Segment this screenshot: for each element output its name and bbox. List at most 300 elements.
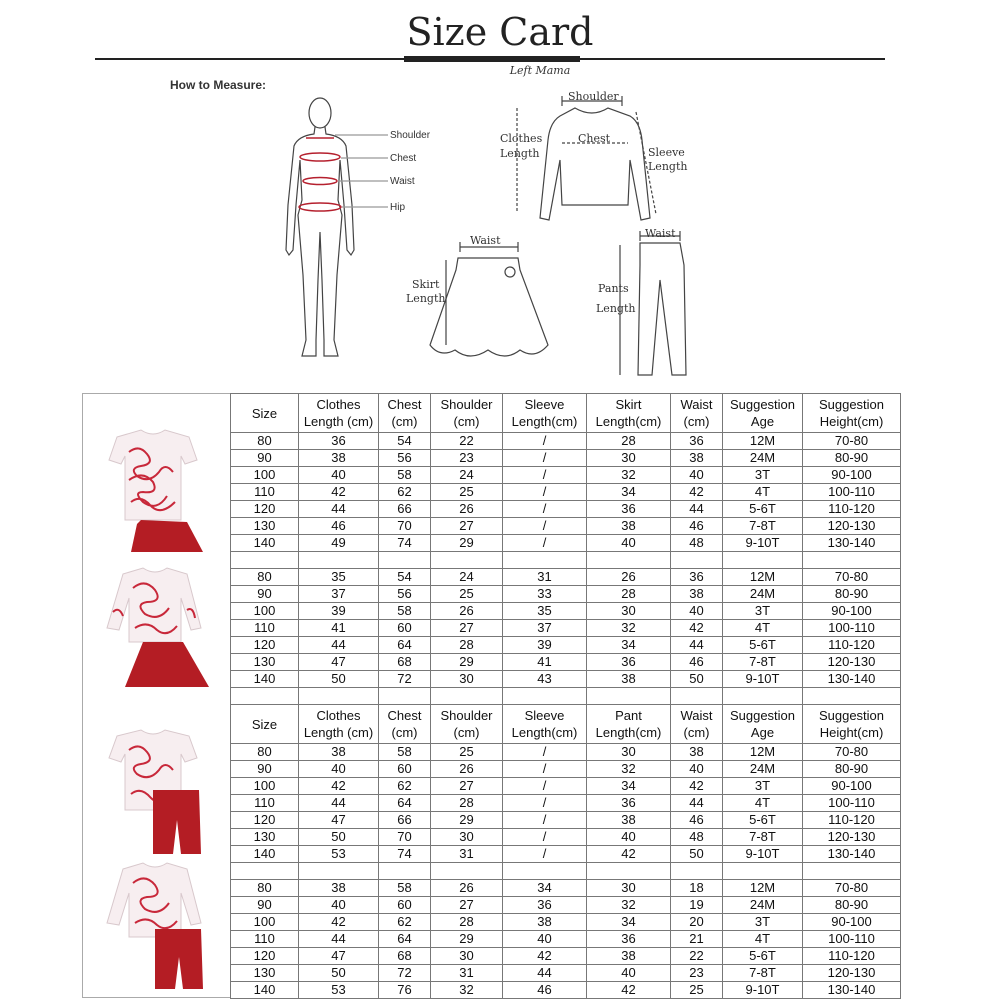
column-header xyxy=(587,705,671,744)
table-cell: 9-10T xyxy=(723,846,803,863)
empty-cell xyxy=(379,552,431,569)
table-cell: 35 xyxy=(503,603,587,620)
pants-length-label: Length xyxy=(596,302,636,315)
table-cell: 40 xyxy=(299,467,379,484)
skirt-length-label: Skirt xyxy=(412,278,440,291)
table-cell: 64 xyxy=(379,795,431,812)
table-cell: 27 xyxy=(431,518,503,535)
table-cell: 49 xyxy=(299,535,379,552)
table-cell: 110-120 xyxy=(803,812,901,829)
table-cell: 29 xyxy=(431,535,503,552)
table-cell: 38 xyxy=(671,450,723,467)
table-cell: / xyxy=(503,518,587,535)
empty-cell xyxy=(431,552,503,569)
table-row xyxy=(231,535,901,552)
table-cell: 3T xyxy=(723,467,803,484)
table-cell: 24M xyxy=(723,897,803,914)
table-cell: 27 xyxy=(431,778,503,795)
table-cell: 50 xyxy=(299,965,379,982)
column-header-text: Height(cm) xyxy=(819,414,884,429)
table-row xyxy=(231,620,901,637)
table-cell: 27 xyxy=(431,897,503,914)
table-cell: 120-130 xyxy=(803,654,901,671)
table-cell: 25 xyxy=(431,586,503,603)
table-cell: 30 xyxy=(587,880,671,897)
table-cell: 30 xyxy=(431,829,503,846)
table-cell: 12M xyxy=(723,433,803,450)
table-cell: 46 xyxy=(503,982,587,999)
table-cell: 38 xyxy=(587,671,671,688)
table-cell: 130 xyxy=(231,518,299,535)
table-cell: 68 xyxy=(379,654,431,671)
table-cell: 38 xyxy=(299,744,379,761)
table-cell: 26 xyxy=(587,569,671,586)
table-cell: 56 xyxy=(379,450,431,467)
empty-cell xyxy=(723,688,803,705)
table-cell: 90-100 xyxy=(803,603,901,620)
table-cell: 120 xyxy=(231,812,299,829)
table-cell: / xyxy=(503,846,587,863)
body-figure-icon xyxy=(286,98,354,356)
table-cell: 38 xyxy=(299,450,379,467)
shirt-length-label: Length xyxy=(500,147,540,160)
column-header xyxy=(379,394,431,433)
shirt-chest-label: Chest xyxy=(578,132,611,145)
table-row xyxy=(231,450,901,467)
table-cell: 34 xyxy=(587,914,671,931)
body-label: Chest xyxy=(390,153,417,164)
table-cell: 130 xyxy=(231,654,299,671)
empty-cell xyxy=(299,863,379,880)
table-cell: 26 xyxy=(431,603,503,620)
table-row xyxy=(231,586,901,603)
table-cell: 46 xyxy=(671,654,723,671)
table-cell: 27 xyxy=(431,620,503,637)
column-header-text: Height(cm) xyxy=(819,725,884,740)
table-cell: 3T xyxy=(723,778,803,795)
table-cell: 26 xyxy=(431,501,503,518)
column-header-text: Age xyxy=(750,725,775,740)
empty-cell xyxy=(231,688,299,705)
table-cell: 3T xyxy=(723,603,803,620)
table-cell: 40 xyxy=(587,829,671,846)
table-cell: 70-80 xyxy=(803,880,901,897)
table-cell: 23 xyxy=(671,965,723,982)
table-cell: 37 xyxy=(503,620,587,637)
table-header-row xyxy=(231,394,901,433)
table-cell: 50 xyxy=(299,671,379,688)
table-cell: 80-90 xyxy=(803,761,901,778)
table-cell: 40 xyxy=(671,761,723,778)
table-cell: 54 xyxy=(379,569,431,586)
table-cell: 24 xyxy=(431,569,503,586)
table-cell: 44 xyxy=(671,637,723,654)
table-row xyxy=(231,948,901,965)
table-cell: 38 xyxy=(587,518,671,535)
table-cell: 100 xyxy=(231,778,299,795)
column-header-text: Size xyxy=(251,405,278,421)
spacer-row xyxy=(231,552,901,569)
table-row xyxy=(231,965,901,982)
column-header xyxy=(299,705,379,744)
table-cell: 68 xyxy=(379,948,431,965)
table-cell: 130-140 xyxy=(803,982,901,999)
table-cell: 33 xyxy=(503,586,587,603)
table-cell: 54 xyxy=(379,433,431,450)
skirt-waist-label: Waist xyxy=(470,234,501,247)
table-cell: 40 xyxy=(671,467,723,484)
table-cell: 48 xyxy=(671,535,723,552)
table-cell: 46 xyxy=(671,812,723,829)
table-cell: 44 xyxy=(299,931,379,948)
table-cell: 12M xyxy=(723,880,803,897)
table-cell: 100-110 xyxy=(803,620,901,637)
table-cell: 80-90 xyxy=(803,586,901,603)
table-cell: 76 xyxy=(379,982,431,999)
table-cell: 64 xyxy=(379,931,431,948)
column-header-text: Suggestion xyxy=(818,397,885,412)
table-cell: / xyxy=(503,778,587,795)
table-row xyxy=(231,931,901,948)
table-row xyxy=(231,433,901,450)
table-cell: 34 xyxy=(587,778,671,795)
empty-cell xyxy=(587,688,671,705)
table-cell: 37 xyxy=(299,586,379,603)
table-cell: 25 xyxy=(431,744,503,761)
table-cell: / xyxy=(503,484,587,501)
column-header-text: Size xyxy=(251,716,278,732)
table-cell: / xyxy=(503,467,587,484)
table-cell: 90 xyxy=(231,450,299,467)
table-cell: 36 xyxy=(671,433,723,450)
table-cell: 42 xyxy=(587,982,671,999)
table-cell: 72 xyxy=(379,965,431,982)
empty-cell xyxy=(431,688,503,705)
table-cell: 44 xyxy=(671,795,723,812)
spacer-row xyxy=(231,688,901,705)
table-cell: 41 xyxy=(299,620,379,637)
column-header-text: Clothes xyxy=(316,397,361,412)
table-cell: 42 xyxy=(299,778,379,795)
column-header xyxy=(803,705,901,744)
table-cell: 110 xyxy=(231,620,299,637)
table-cell: 50 xyxy=(299,829,379,846)
table-cell: / xyxy=(503,433,587,450)
table-cell: 18 xyxy=(671,880,723,897)
table-cell: 5-6T xyxy=(723,637,803,654)
table-cell: 47 xyxy=(299,654,379,671)
table-cell: 19 xyxy=(671,897,723,914)
table-cell: 40 xyxy=(503,931,587,948)
table-row xyxy=(231,914,901,931)
table-cell: 120 xyxy=(231,501,299,518)
table-cell: 100-110 xyxy=(803,484,901,501)
sleeve-length-label: Length xyxy=(648,160,688,173)
table-cell: 70 xyxy=(379,829,431,846)
empty-cell xyxy=(231,863,299,880)
column-header xyxy=(379,705,431,744)
table-cell: 30 xyxy=(587,603,671,620)
column-header xyxy=(723,394,803,433)
table-cell: 24M xyxy=(723,450,803,467)
table-cell: 53 xyxy=(299,982,379,999)
table-cell: 42 xyxy=(671,620,723,637)
table-cell: 60 xyxy=(379,761,431,778)
table-cell: 90 xyxy=(231,897,299,914)
table-cell: 5-6T xyxy=(723,501,803,518)
body-label: Waist xyxy=(390,176,415,187)
table-cell: 40 xyxy=(587,965,671,982)
empty-cell xyxy=(379,688,431,705)
table-cell: 90-100 xyxy=(803,914,901,931)
table-cell: 36 xyxy=(671,569,723,586)
table-cell: 9-10T xyxy=(723,982,803,999)
empty-cell xyxy=(503,863,587,880)
skirt-length-label: Length xyxy=(406,292,446,305)
table-cell: 44 xyxy=(503,965,587,982)
table-cell: 42 xyxy=(503,948,587,965)
column-header xyxy=(723,705,803,744)
table-cell: 25 xyxy=(671,982,723,999)
table-cell: 36 xyxy=(299,433,379,450)
table-cell: 90-100 xyxy=(803,467,901,484)
table-cell: 36 xyxy=(587,931,671,948)
table-cell: 100 xyxy=(231,914,299,931)
size-chart-table xyxy=(230,393,901,999)
table-header-row xyxy=(231,705,901,744)
table-cell: 48 xyxy=(671,829,723,846)
table-cell: 25 xyxy=(431,484,503,501)
empty-cell xyxy=(671,552,723,569)
empty-cell xyxy=(803,863,901,880)
table-cell: 72 xyxy=(379,671,431,688)
table-cell: 47 xyxy=(299,812,379,829)
table-cell: 42 xyxy=(299,914,379,931)
column-header-text: Length(cm) xyxy=(511,414,578,429)
table-cell: 38 xyxy=(587,812,671,829)
table-cell: 38 xyxy=(587,948,671,965)
column-header-text: Chest xyxy=(387,708,422,723)
table-cell: 44 xyxy=(299,637,379,654)
table-cell: 38 xyxy=(503,914,587,931)
table-row xyxy=(231,880,901,897)
table-cell: 20 xyxy=(671,914,723,931)
table-cell: 32 xyxy=(587,620,671,637)
product-image-longsleeve-skirt xyxy=(83,562,231,692)
measurement-diagrams xyxy=(0,0,1000,390)
table-cell: 29 xyxy=(431,654,503,671)
table-cell: 7-8T xyxy=(723,965,803,982)
column-header-text: Length(cm) xyxy=(595,725,662,740)
table-cell: 34 xyxy=(587,637,671,654)
table-cell: 44 xyxy=(299,501,379,518)
table-cell: 35 xyxy=(299,569,379,586)
table-cell: 29 xyxy=(431,931,503,948)
column-header xyxy=(587,394,671,433)
table-cell: 38 xyxy=(299,880,379,897)
table-cell: 39 xyxy=(299,603,379,620)
table-cell: 60 xyxy=(379,620,431,637)
column-header-text: Waist xyxy=(680,708,713,723)
table-cell: 43 xyxy=(503,671,587,688)
table-cell: 5-6T xyxy=(723,948,803,965)
table-cell: 34 xyxy=(503,880,587,897)
empty-cell xyxy=(587,552,671,569)
column-header-text: Suggestion xyxy=(818,708,885,723)
table-cell: 30 xyxy=(587,450,671,467)
table-cell: 39 xyxy=(503,637,587,654)
table-cell: 58 xyxy=(379,880,431,897)
table-cell: / xyxy=(503,450,587,467)
table-cell: 41 xyxy=(503,654,587,671)
table-row xyxy=(231,501,901,518)
table-cell: 31 xyxy=(431,965,503,982)
column-header xyxy=(431,394,503,433)
column-header xyxy=(431,705,503,744)
empty-cell xyxy=(503,688,587,705)
table-cell: 40 xyxy=(299,761,379,778)
table-cell: 130 xyxy=(231,829,299,846)
empty-cell xyxy=(803,552,901,569)
product-image-tee-shorts xyxy=(83,724,231,854)
body-label: Shoulder xyxy=(390,130,431,141)
table-cell: 22 xyxy=(671,948,723,965)
table-cell: 62 xyxy=(379,778,431,795)
table-cell: 30 xyxy=(431,948,503,965)
empty-cell xyxy=(587,863,671,880)
empty-cell xyxy=(503,552,587,569)
column-header-text: Skirt xyxy=(615,397,642,412)
table-cell: 32 xyxy=(431,982,503,999)
column-header-text: Age xyxy=(750,414,775,429)
table-cell: 130 xyxy=(231,965,299,982)
table-cell: 110 xyxy=(231,795,299,812)
table-cell: 58 xyxy=(379,603,431,620)
column-header xyxy=(803,394,901,433)
table-cell: 80 xyxy=(231,744,299,761)
table-row xyxy=(231,637,901,654)
table-cell: 47 xyxy=(299,948,379,965)
table-cell: 4T xyxy=(723,931,803,948)
pants-waist-label: Waist xyxy=(645,227,676,240)
table-row xyxy=(231,569,901,586)
empty-cell xyxy=(431,863,503,880)
table-cell: 7-8T xyxy=(723,518,803,535)
table-cell: 90 xyxy=(231,761,299,778)
table-cell: 30 xyxy=(587,744,671,761)
column-header-text: (cm) xyxy=(453,414,480,429)
table-cell: 100-110 xyxy=(803,795,901,812)
table-cell: 62 xyxy=(379,484,431,501)
table-cell: 58 xyxy=(379,744,431,761)
table-cell: 42 xyxy=(671,484,723,501)
table-cell: 110-120 xyxy=(803,501,901,518)
column-header xyxy=(671,705,723,744)
table-cell: 140 xyxy=(231,982,299,999)
table-cell: 9-10T xyxy=(723,671,803,688)
table-cell: 44 xyxy=(299,795,379,812)
table-cell: 110-120 xyxy=(803,948,901,965)
table-row xyxy=(231,982,901,999)
table-row xyxy=(231,829,901,846)
table-cell: 34 xyxy=(587,484,671,501)
table-cell: 120 xyxy=(231,948,299,965)
column-header-text: (cm) xyxy=(453,725,480,740)
table-cell: 80 xyxy=(231,433,299,450)
table-cell: 42 xyxy=(671,778,723,795)
column-header-text: Pant xyxy=(615,708,642,723)
table-row xyxy=(231,467,901,484)
table-cell: 74 xyxy=(379,535,431,552)
table-cell: 12M xyxy=(723,569,803,586)
column-header-text: Length (cm) xyxy=(303,414,374,429)
table-cell: 64 xyxy=(379,637,431,654)
table-cell: 4T xyxy=(723,620,803,637)
shirt-figure-icon xyxy=(540,108,650,220)
table-cell: 130-140 xyxy=(803,535,901,552)
table-cell: 120-130 xyxy=(803,518,901,535)
table-cell: 100 xyxy=(231,603,299,620)
table-cell: / xyxy=(503,744,587,761)
table-cell: 4T xyxy=(723,795,803,812)
table-cell: / xyxy=(503,535,587,552)
column-header-text: Suggestion xyxy=(729,397,796,412)
table-cell: 31 xyxy=(431,846,503,863)
table-cell: 70 xyxy=(379,518,431,535)
empty-cell xyxy=(671,863,723,880)
table-cell: 36 xyxy=(587,654,671,671)
table-cell: 32 xyxy=(587,761,671,778)
table-cell: 90-100 xyxy=(803,778,901,795)
table-cell: / xyxy=(503,761,587,778)
column-header-text: Chest xyxy=(387,397,422,412)
table-row xyxy=(231,761,901,778)
table-cell: 90 xyxy=(231,586,299,603)
table-cell: 22 xyxy=(431,433,503,450)
table-cell: 100-110 xyxy=(803,931,901,948)
column-header-text: Sleeve xyxy=(524,708,565,723)
table-cell: 50 xyxy=(671,671,723,688)
table-cell: 36 xyxy=(503,897,587,914)
table-cell: 7-8T xyxy=(723,654,803,671)
table-cell: 40 xyxy=(299,897,379,914)
column-header xyxy=(503,394,587,433)
column-header-text: Suggestion xyxy=(729,708,796,723)
table-cell: 24 xyxy=(431,467,503,484)
column-header xyxy=(231,705,299,744)
table-row xyxy=(231,897,901,914)
table-cell: 30 xyxy=(431,671,503,688)
table-cell: 80-90 xyxy=(803,450,901,467)
table-cell: 60 xyxy=(379,897,431,914)
table-cell: 140 xyxy=(231,671,299,688)
page-title: Size Card xyxy=(406,10,594,54)
table-cell: 24M xyxy=(723,586,803,603)
table-cell: 74 xyxy=(379,846,431,863)
table-cell: 80 xyxy=(231,880,299,897)
table-row xyxy=(231,812,901,829)
table-cell: 70-80 xyxy=(803,569,901,586)
table-cell: 120-130 xyxy=(803,965,901,982)
table-cell: 130-140 xyxy=(803,846,901,863)
pants-figure-icon xyxy=(638,243,686,375)
table-cell: 28 xyxy=(431,795,503,812)
table-cell: 4T xyxy=(723,484,803,501)
table-cell: 29 xyxy=(431,812,503,829)
table-cell: 80-90 xyxy=(803,897,901,914)
column-header xyxy=(671,394,723,433)
table-cell: 56 xyxy=(379,586,431,603)
